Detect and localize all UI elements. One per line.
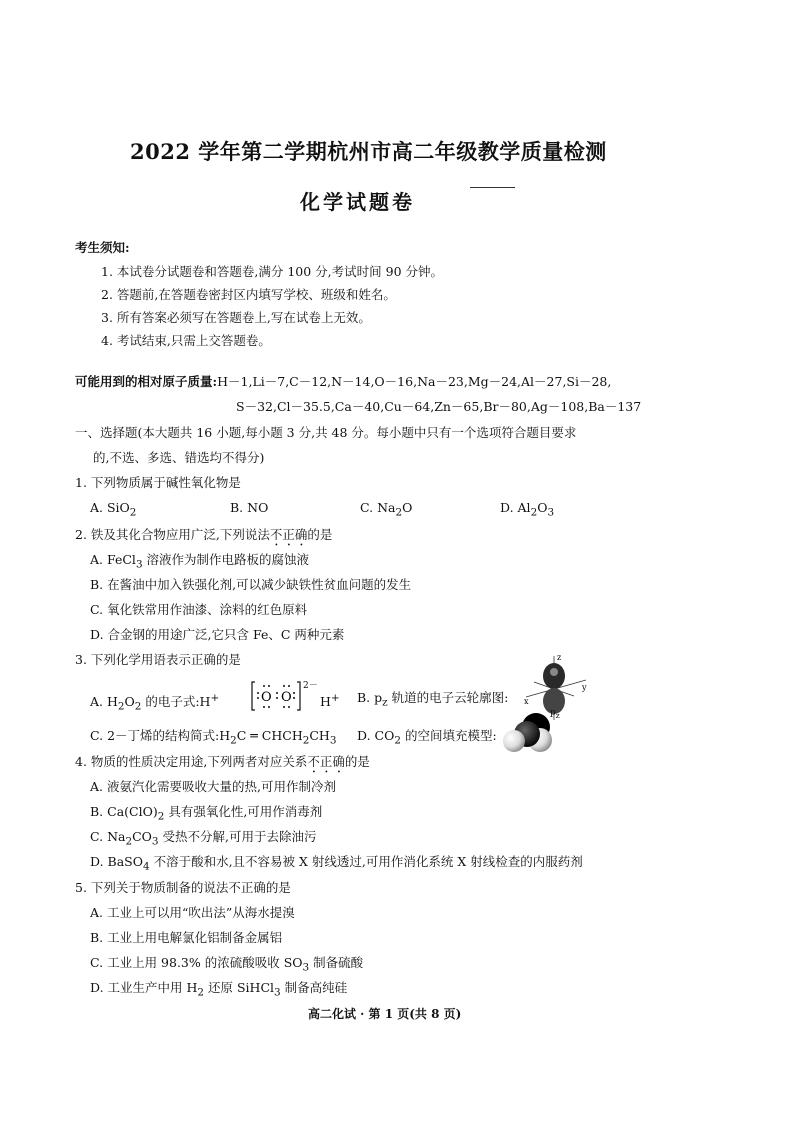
orbital-label: $p_z$ [550, 708, 560, 720]
q2-option-b: B. 在酱油中加入铁强化剂,可以减少缺铁性贫血问题的发生 [90, 577, 412, 592]
page-footer: 高二化试 · 第 1 页(共 8 页) [308, 1007, 462, 1021]
q4-option-a: A. 液氨汽化需要吸收大量的热,可用作制冷剂 [90, 779, 336, 794]
svg-text:O: O [261, 690, 272, 705]
q1-option-d: D. $Al_2O_3$ [500, 500, 555, 519]
atomic-masses-label: 可能用到的相对原子质量: [75, 374, 218, 389]
section-heading-cont: 的,不选、多选、错选均不得分) [93, 450, 265, 465]
atomic-masses-line1 [75, 374, 611, 390]
q1-option-c: C. $Na_2O$ [360, 500, 413, 519]
atomic-masses-line2: S－32,Cl－35.5,Ca－40,Cu－64,Zn－65,Br－80,Ag－108,Ba－137 [236, 399, 642, 414]
q4-option-d: D. BaSO$_4$ 不溶于酸和水,且不容易被 X 射线透过,可用作消化系统 X 射线检查的内服药剂 [90, 854, 583, 873]
notice-item: 4. 考试结束,只需上交答题卷。 [101, 333, 271, 348]
page-subtitle: 化学试题卷 [300, 190, 415, 214]
hydrogen-ion: H+ [320, 692, 340, 710]
q5-option-a: A. 工业上可以用“吹出法”从海水提溴 [90, 905, 295, 920]
q1-option-b: B. NO [230, 500, 269, 515]
peroxide-electron-structure [251, 680, 301, 712]
q3-option-b: B. $p_z$ 轨道的电子云轮廓图: [357, 690, 509, 709]
page-title: 2022 学年第二学期杭州市高二年级教学质量检测 [130, 139, 607, 164]
question-1-stem: 1. 下列物质属于碱性氧化物是 [75, 475, 241, 490]
atomic-masses-values: H－1,Li－7,C－12,N－14,O－16,Na－23,Mg－24,Al－27,Si－28, [217, 374, 612, 389]
q3-option-d: D. $CO_2$ 的空间填充模型: [357, 728, 497, 747]
axis-y-label: y [582, 683, 587, 692]
axis-z-label: z [557, 653, 562, 662]
svg-text:O: O [281, 690, 292, 705]
notice-heading: 考生须知: [75, 240, 130, 255]
q5-option-b: B. 工业上用电解氯化铝制备金属铝 [90, 930, 283, 945]
question-3-stem: 3. 下列化学用语表示正确的是 [75, 652, 241, 667]
notice-item: 3. 所有答案必须写在答题卷上,写在试卷上无效。 [101, 310, 371, 325]
q3-option-a: A. $H_2O_2$ 的电子式:H+ [90, 692, 220, 713]
charge-label: 2－ [303, 681, 318, 691]
q3-option-c: C. 2－丁烯的结构简式$:H_2C$ ═ $CHCH_2CH_3$ [90, 728, 337, 747]
q5-option-c: C. 工业上用 98.3% 的浓硫酸吸收 $SO_3$ 制备硫酸 [90, 955, 364, 974]
q2-option-d: D. 合金钢的用途广泛,它只含 Fe、C 两种元素 [90, 627, 345, 642]
question-4-stem: 4. 物质的性质决定用途,下列两者对应关系不正确的是 [75, 754, 370, 769]
q5-option-d: D. 工业生产中用 $H_2$ 还原 SiHCl$_3$ 制备高纯硅 [90, 980, 348, 999]
notice-item: 1. 本试卷分试题卷和答题卷,满分 100 分,考试时间 90 分钟。 [101, 264, 444, 279]
q2-option-a: A. FeCl$_3$ 溶液作为制作电路板的腐蚀液 [90, 552, 310, 571]
q4-option-b: B. $Ca(ClO)_2$ 具有强氧化性,可用作消毒剂 [90, 804, 323, 823]
q1-option-a: A. SiO$_2$ [90, 500, 137, 519]
question-2-stem: 2. 铁及其化合物应用广泛,下列说法不正确的是 [75, 527, 333, 542]
q2-option-c: C. 氧化铁常用作油漆、涂料的红色原料 [90, 602, 308, 617]
section-heading: 一、选择题(本大题共 16 小题,每小题 3 分,共 48 分。每小题中只有一个选项符合题目要求 [75, 425, 577, 440]
question-5-stem: 5. 下列关于物质制备的说法不正确的是 [75, 880, 291, 895]
decorative-line [470, 187, 515, 188]
co2-space-filling-model [503, 712, 553, 754]
notice-item: 2. 答题前,在答题卷密封区内填写学校、班级和姓名。 [101, 287, 396, 302]
q4-option-c: C. $Na_2CO_3$ 受热不分解,可用于去除油污 [90, 829, 317, 848]
axis-x-label: x [524, 697, 529, 706]
